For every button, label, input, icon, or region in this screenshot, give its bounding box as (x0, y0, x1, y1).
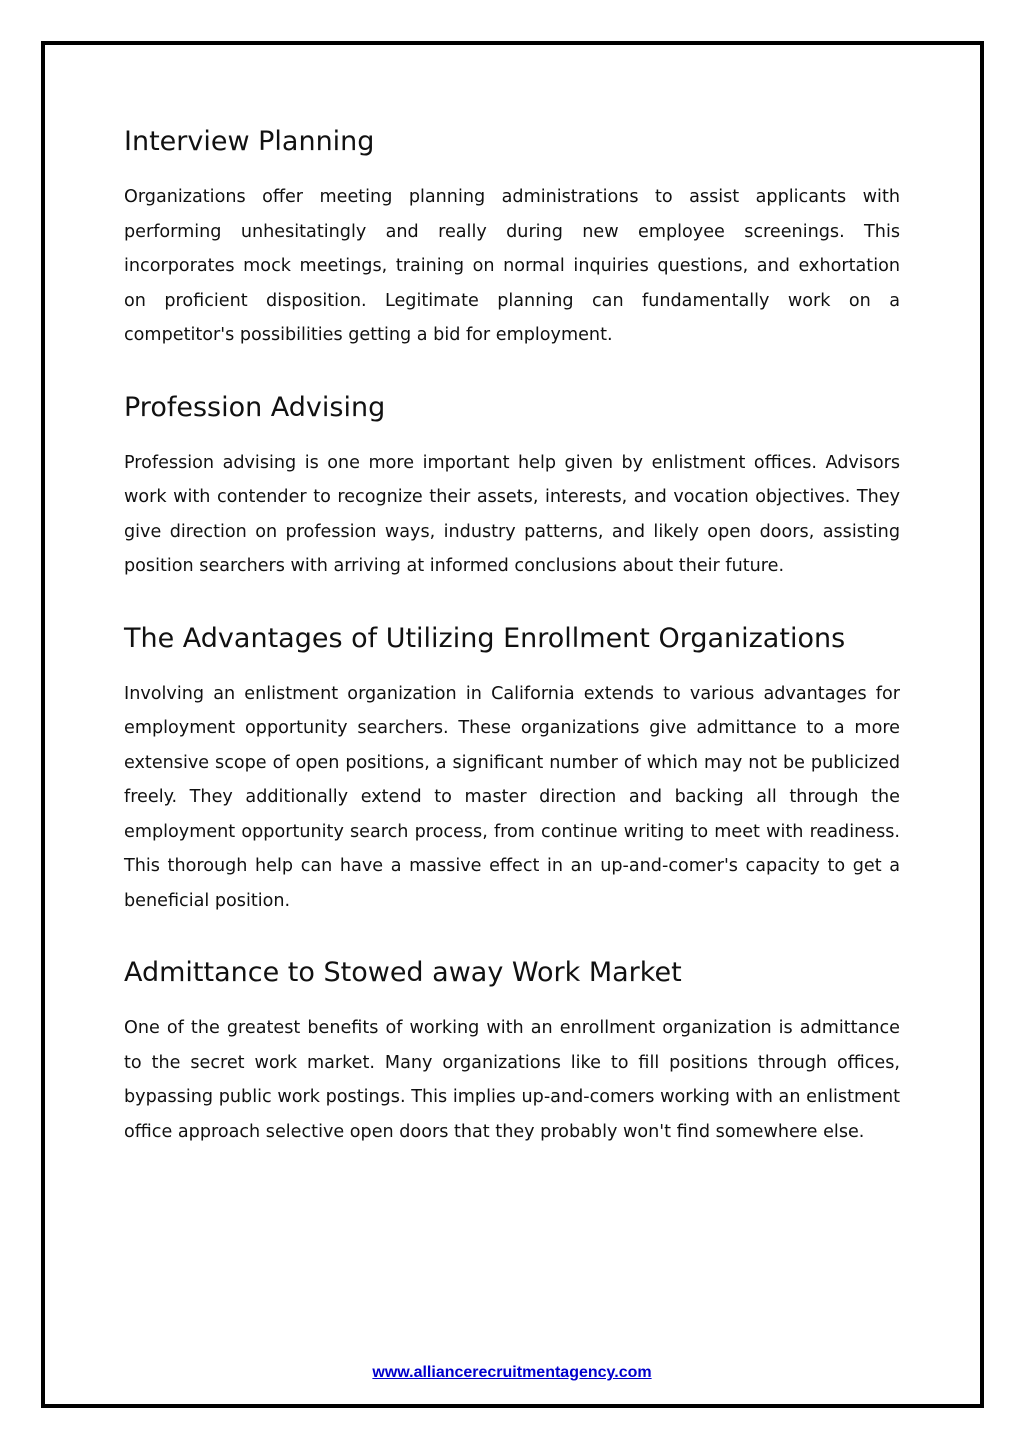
section-interview-planning (124, 125, 900, 353)
section-paragraph: Profession advising is one more important help given by enlistment offices. Advisors work with contender to recognize their assets, interests, and vocation objectives. They give direction on profession ways, industry patterns, and likely open doors, assisting position searchers with arriving at informed conclusions about their future. (124, 452, 900, 576)
document-body (124, 125, 900, 1187)
section-heading: Interview Planning (124, 126, 375, 157)
section-heading: The Advantages of Utilizing Enrollment Organizations (124, 622, 846, 654)
section-paragraph: Involving an enlistment organization in California extends to various advantages for employment opportunity searchers. These organizations give admittance to a more extensive scope of open positions, a significant number of which may not be publicized freely. They additionally extend to master direction and backing all through the employment opportunity search process, from continue writing to meet with readiness. This thorough help can have a massive effect in an up-and-comer's capacity to get a beneficial position. (124, 683, 900, 911)
website-link[interactable]: www.alliancerecruitmentagency.com (372, 1364, 652, 1381)
section-paragraph: Organizations offer meeting planning administrations to assist applicants with performing unhesitatingly and really during new employee screenings. This incorporates mock meetings, training on normal inquiries questions, and exhortation on proficient disposition. Legitimate planning can fundamentally work on a competitor's possibilities getting a bid for employment. (124, 187, 900, 345)
section-profession-advising (124, 391, 900, 584)
section-heading: Profession Advising (124, 391, 386, 423)
section-advantages (124, 622, 900, 919)
footer (0, 1364, 1024, 1382)
section-heading: Admittance to Stowed away Work Market (124, 957, 682, 988)
section-hidden-job-market (124, 956, 900, 1149)
section-paragraph: One of the greatest benefits of working with an enrollment organization is admittance to the secret work market. Many organizations like to fill positions through offices, bypassing public work postings. This implies up-and-comers working with an enlistment office approach selective open doors that they probably won't find somewhere else. (124, 1018, 900, 1142)
